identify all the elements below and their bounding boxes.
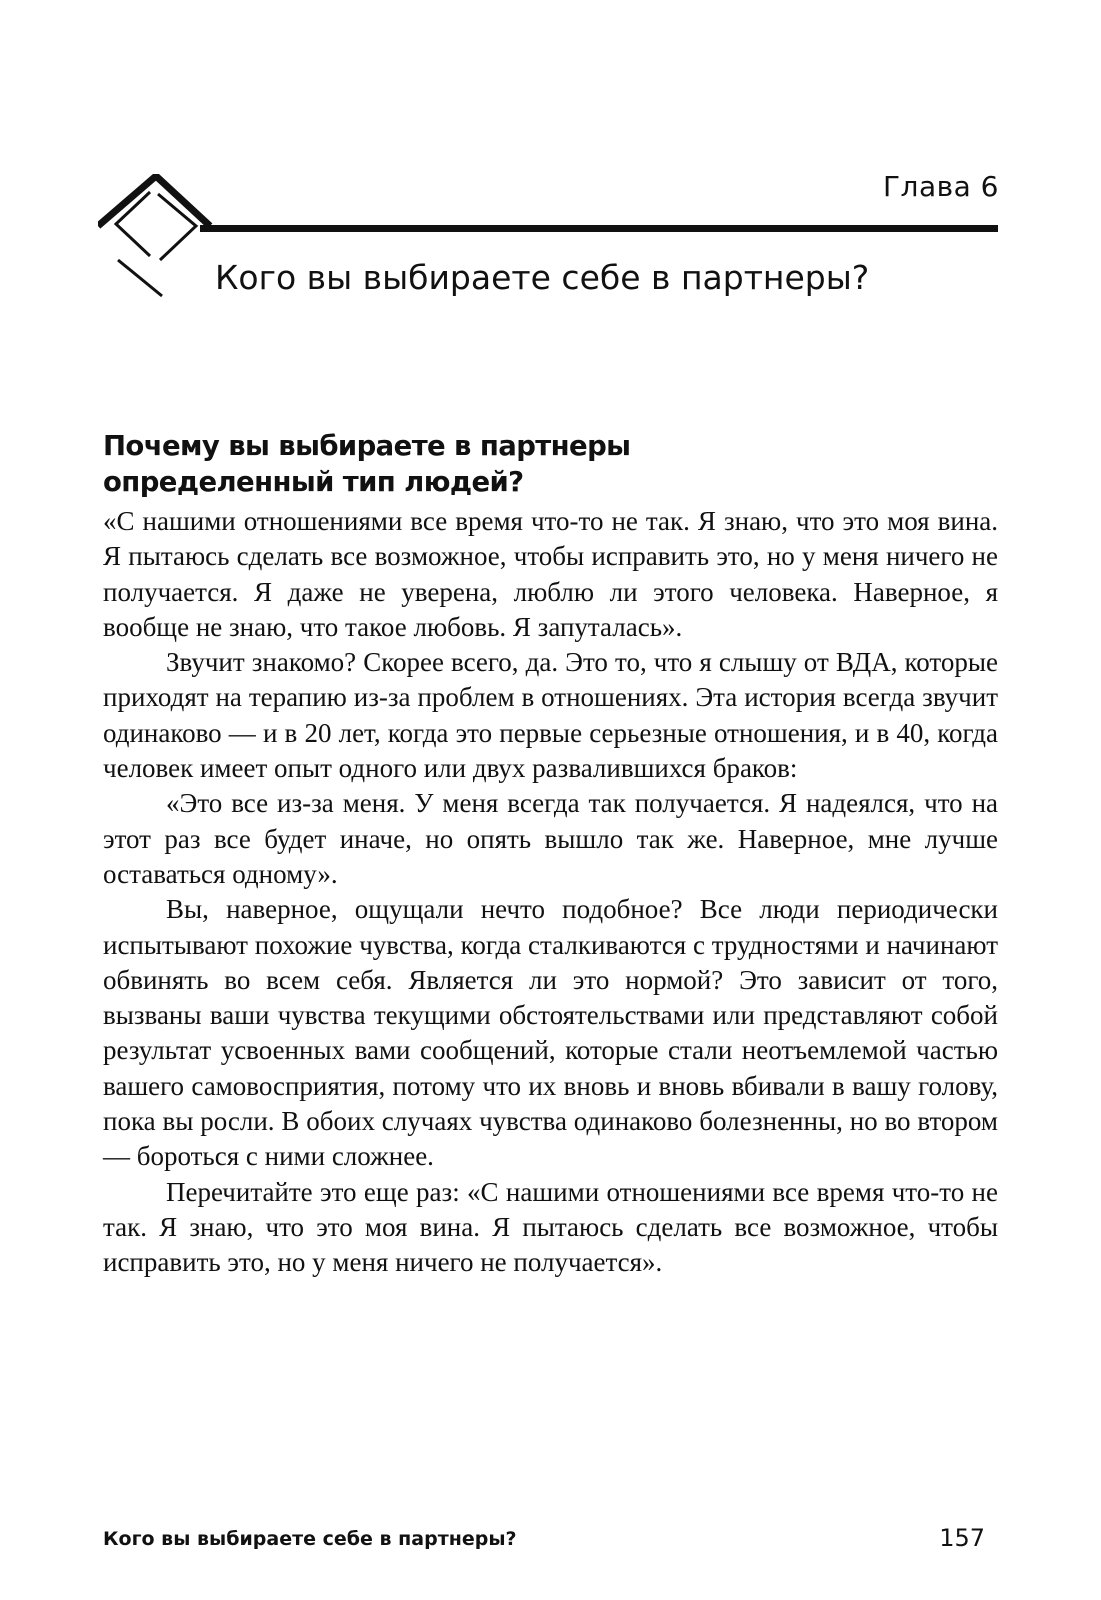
section-heading-line-2: определенный тип людей? [103,466,524,498]
chapter-label: Глава 6 [882,170,999,203]
section-heading [103,428,803,500]
paragraph-3: «Это все из-за меня. У меня всегда так получается. Я надеялся, что на этот раз все будет иначе, но опять вышло так же. Наверное, мне лучше оставаться одному». [103,788,998,889]
running-footer-title: Кого вы выбираете себе в партнеры? [103,1528,517,1550]
paragraph-5: Перечитайте это еще раз: «С нашими отношениями все время что-то не так. Я знаю, что это моя вина. Я пытаюсь сделать все возможное, чтобы исправить это, но у меня ничего не получается». [103,1176,998,1278]
body-text [103,504,998,1281]
paragraph-4: Вы, наверное, ощущали нечто подобное? Все люди периодически испытывают похожие чувства, когда сталкиваются с трудностями и начинают обвинять во всем себя. Является ли это нормой? Это зависит от того, вызваны ваши чувства текущими обстоятельствами или представляют собой результат усвоенных вами сообщений, которые стали неотъемлемой частью вашего самовосприятия, потому что их вновь и вновь вбивали в вашу голову, пока вы росли. В обоих случаях чувства одинаково болезненны, но во втором — бороться с ними сложнее. [103,894,998,1172]
chapter-title: Кого вы выбираете себе в партнеры? [215,258,870,297]
page-number: 157 [939,1524,985,1552]
chapter-rule [200,225,998,232]
diamond-chevron-emblem-icon [98,174,228,300]
section-heading-line-1: Почему вы выбираете в партнеры [103,430,631,462]
paragraph-2: Звучит знакомо? Скорее всего, да. Это то, что я слышу от ВДА, которые приходят на терапию из-за проблем в отношениях. Эта история всегда звучит одинаково — и в 20 лет, когда это первые серьезные отношения, и в 40, когда человек имеет опыт одного или двух развалившихся браков: [103,647,998,784]
paragraph-1: «С нашими отношениями все время что-то не так. Я знаю, что это моя вина. Я пытаюсь сделать все возможное, чтобы исправить это, но у меня ничего не получается. Я даже не уверена, люблю ли этого человека. Наверное, я вообще не знаю, что такое любовь. Я запуталась». [103,506,998,642]
